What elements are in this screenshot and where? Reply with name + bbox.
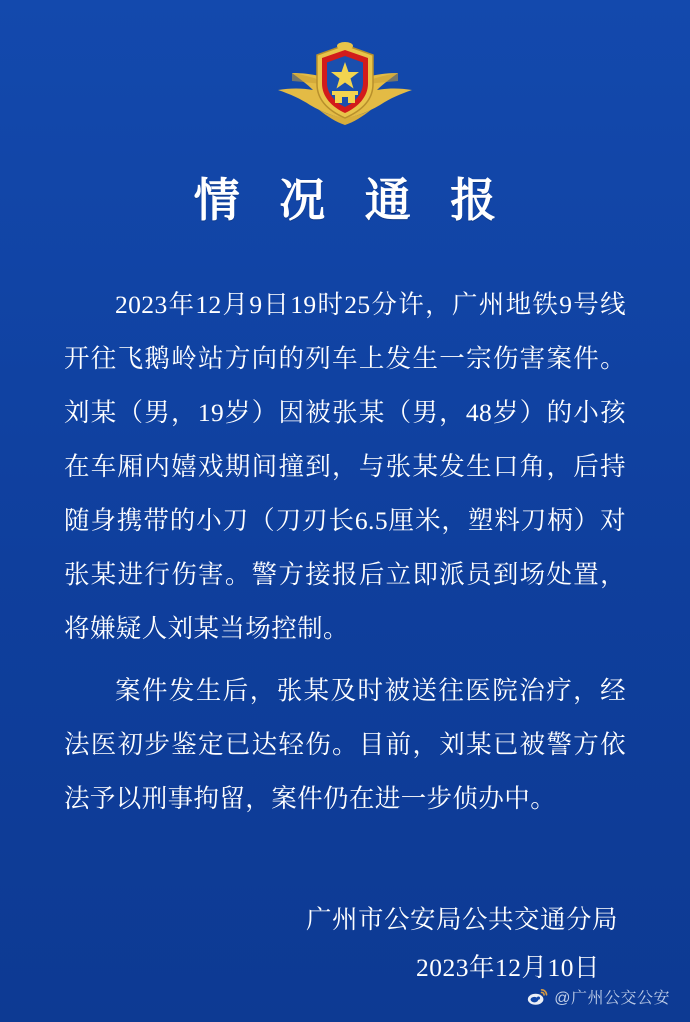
watermark xyxy=(526,985,670,1008)
paragraph-1: 2023年12月9日19时25分许，广州地铁9号线开往飞鹅岭站方向的列车上发生一宗伤害案件。刘某（男，19岁）因被张某（男，48岁）的小孩在车厢内嬉戏期间撞到，与张某发生口角，后持随身携带的小刀（刀刃长6.5厘米，塑料刀柄）对张某进行伤害。警方接报后立即派员到场处置，将嫌疑人刘某当场控制。 xyxy=(64,290,626,643)
paragraph-2: 案件发生后，张某及时被送往医院治疗，经法医初步鉴定已达轻伤。目前，刘某已被警方依法予以刑事拘留，案件仍在进一步侦办中。 xyxy=(64,676,626,813)
document-title: 情 况 通 报 xyxy=(193,175,511,226)
issuing-organization: 广州市公安局公共交通分局 xyxy=(305,905,618,934)
signature-block xyxy=(64,896,626,992)
police-emblem xyxy=(270,38,420,134)
document-body xyxy=(64,278,626,834)
weibo-icon xyxy=(526,986,548,1008)
issue-date: 2023年12月10日 xyxy=(415,953,600,982)
watermark-text: @广州公交公安 xyxy=(554,990,670,1007)
